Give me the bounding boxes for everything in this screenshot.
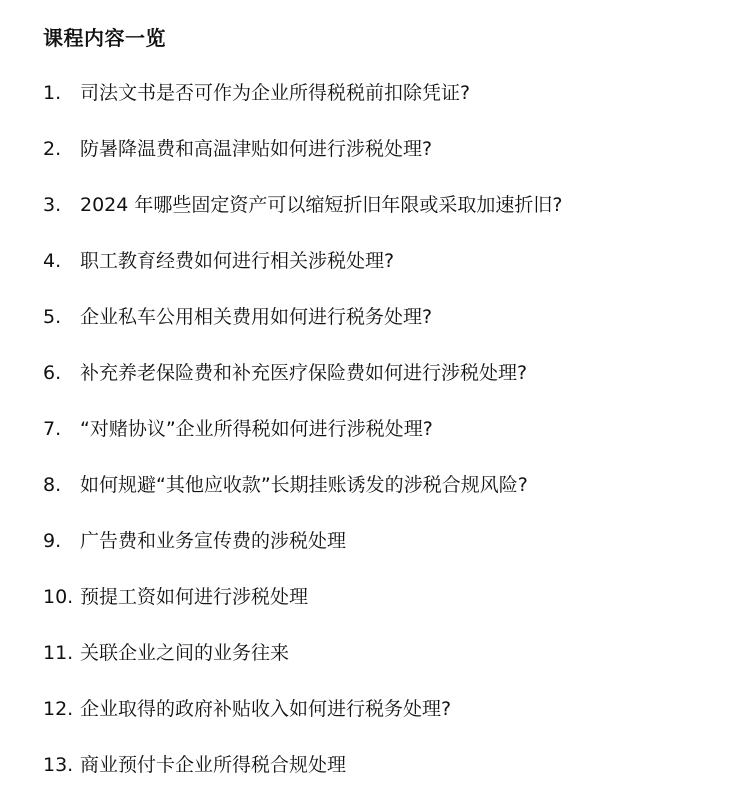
item-number: 13. [43, 754, 74, 776]
item-number: 4. [43, 250, 62, 272]
item-text: 企业私车公用相关费用如何进行税务处理? [80, 306, 433, 328]
item-text: 企业取得的政府补贴收入如何进行税务处理? [80, 698, 452, 720]
item-number: 12. [43, 698, 74, 720]
item-number: 1. [43, 82, 62, 104]
item-text: 补充养老保险费和补充医疗保险费如何进行涉税处理? [80, 362, 528, 384]
item-text: 商业预付卡企业所得税合规处理 [80, 754, 347, 776]
item-text: 2024 年哪些固定资产可以缩短折旧年限或采取加速折旧? [80, 194, 563, 216]
item-number: 5. [43, 306, 62, 328]
item-text: 广告费和业务宣传费的涉税处理 [80, 530, 347, 552]
item-text: “对赌协议”企业所得税如何进行涉税处理? [80, 418, 433, 440]
item-text: 关联企业之间的业务往来 [80, 642, 290, 664]
item-number: 9. [43, 530, 62, 552]
item-text: 职工教育经费如何进行相关涉税处理? [80, 250, 395, 272]
item-number: 2. [43, 138, 62, 160]
item-number: 8. [43, 474, 62, 496]
item-number: 10. [43, 586, 74, 608]
page-title: 课程内容一览 [43, 26, 166, 50]
item-number: 3. [43, 194, 62, 216]
item-text: 防暑降温费和高温津贴如何进行涉税处理? [80, 138, 433, 160]
item-text: 司法文书是否可作为企业所得税税前扣除凭证? [80, 82, 471, 104]
item-number: 7. [43, 418, 62, 440]
item-text: 如何规避“其他应收款”长期挂账诱发的涉税合规风险? [80, 474, 528, 496]
item-number: 11. [43, 642, 74, 664]
item-number: 6. [43, 362, 62, 384]
item-text: 预提工资如何进行涉税处理 [80, 586, 309, 608]
